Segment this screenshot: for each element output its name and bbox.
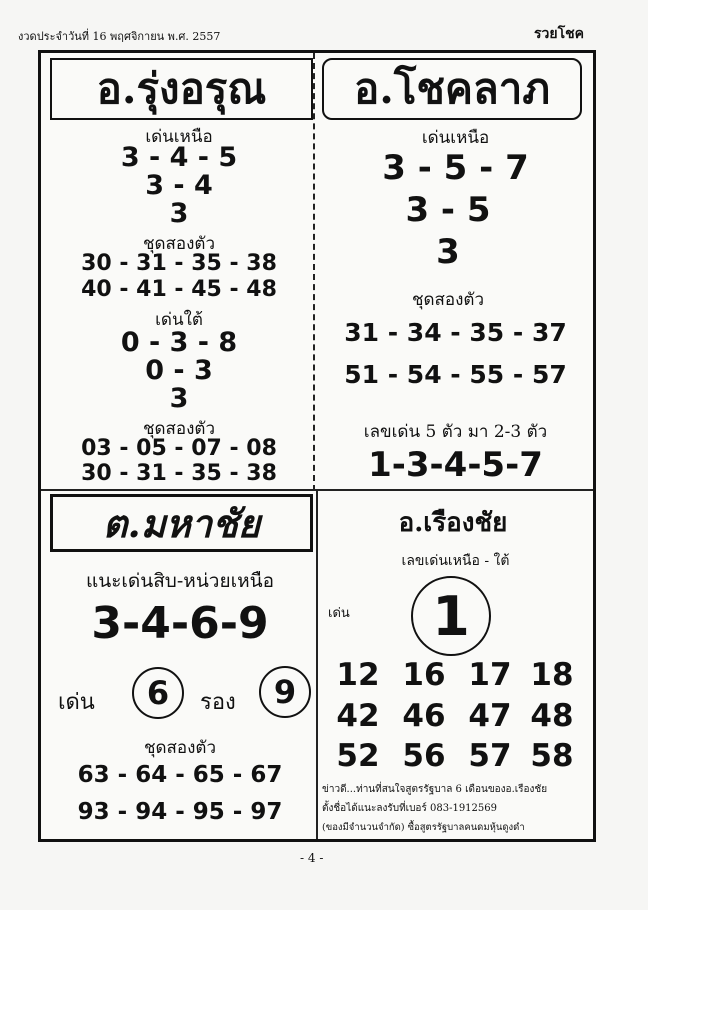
left-bottom-subtitle: แนะเด่นสิบ-หน่วยเหนือ bbox=[85, 570, 275, 592]
issue-date: งวดประจำวันที่ 16 พฤศจิกายน พ.ศ. 2557 bbox=[18, 30, 221, 43]
left-top-name: อ.รุ่งอรุณ bbox=[50, 58, 313, 120]
right-bottom-lead-label: เด่น bbox=[328, 606, 350, 621]
right-top-pairs-b: 51 - 54 - 55 - 57 bbox=[344, 360, 567, 389]
right-bottom-row3-3: 57 bbox=[468, 738, 512, 774]
right-bottom-row1-2: 16 bbox=[402, 657, 446, 693]
left-top-south-1: 3 bbox=[169, 383, 189, 414]
right-bottom-notice-2: ตั้งชื่อได้แนะลงรับที่เบอร์ 083-1912569 bbox=[322, 803, 497, 814]
right-bottom-row3-1: 52 bbox=[336, 738, 380, 774]
right-bottom-lead-circle: 1 bbox=[411, 576, 491, 656]
right-bottom-row2-3: 47 bbox=[468, 698, 512, 734]
right-bottom-row2-2: 46 bbox=[402, 698, 446, 734]
left-top-north-label: เด่นเหนือ bbox=[145, 127, 213, 147]
right-bottom-notice-3: (ของมีจำนวนจำกัด) ซื้อสูตรรัฐบาลคนดมหุ้นดูงดำ bbox=[322, 822, 525, 833]
left-bottom-pairs-label: ชุดสองตัว bbox=[143, 738, 217, 758]
right-top-pairs-a: 31 - 34 - 35 - 37 bbox=[344, 318, 567, 347]
left-top-south-2: 0 - 3 bbox=[145, 355, 213, 386]
left-top-south-label: เด่นใต้ bbox=[155, 310, 203, 330]
right-bottom-row1-3: 17 bbox=[468, 657, 512, 693]
column-divider-solid bbox=[316, 491, 318, 839]
left-bottom-second-circle: 9 bbox=[259, 666, 311, 718]
right-top-name: อ.โชคลาภ bbox=[322, 58, 582, 120]
right-bottom-row3-4: 58 bbox=[530, 738, 574, 774]
left-top-pairs-label-1: ชุดสองตัว bbox=[142, 234, 216, 254]
left-bottom-lead-label: เด่น bbox=[58, 690, 95, 715]
left-bottom-name: ต.มหาชัย bbox=[50, 494, 313, 552]
right-bottom-row2-4: 48 bbox=[530, 698, 574, 734]
right-bottom-name: อ.เรืองชัย bbox=[398, 507, 508, 538]
right-bottom-notice-1: ข่าวดี...ท่านที่สนใจสูตรรัฐบาล 6 เดือนของอ.เรืองชัย bbox=[322, 784, 548, 795]
right-bottom-row1-4: 18 bbox=[530, 657, 574, 693]
right-top-north-label: เด่นเหนือ bbox=[421, 128, 490, 148]
left-top-north-3: 3 - 4 - 5 bbox=[120, 142, 238, 173]
right-top-combo: 1-3-4-5-7 bbox=[368, 445, 543, 485]
right-top-combo-label: เลขเด่น 5 ตัว มา 2-3 ตัว bbox=[363, 422, 548, 442]
left-bottom-second-label: รอง bbox=[200, 690, 236, 715]
right-bottom-subtitle: เลขเด่นเหนือ - ใต้ bbox=[401, 553, 510, 569]
left-top-north-1: 3 bbox=[169, 198, 189, 229]
right-bottom-row3-2: 56 bbox=[402, 738, 446, 774]
left-top-pairs-label-2: ชุดสองตัว bbox=[142, 419, 216, 439]
brand-title: รวยโชค bbox=[534, 26, 584, 42]
right-bottom-row1-1: 12 bbox=[336, 657, 380, 693]
right-top-north-2: 3 - 5 bbox=[405, 190, 491, 230]
left-bottom-pairs-a: 63 - 64 - 65 - 67 bbox=[77, 762, 283, 788]
right-top-pairs-label: ชุดสองตัว bbox=[411, 290, 485, 310]
page-number: - 4 - bbox=[300, 851, 324, 865]
left-bottom-lead-circle: 6 bbox=[132, 667, 184, 719]
left-top-north-2: 3 - 4 bbox=[145, 170, 213, 201]
left-top-pairs-1b: 40 - 41 - 45 - 48 bbox=[81, 277, 277, 302]
left-top-pairs-1a: 30 - 31 - 35 - 38 bbox=[81, 251, 277, 276]
left-top-pairs-2a: 03 - 05 - 07 - 08 bbox=[81, 436, 277, 461]
right-top-north-3: 3 - 5 - 7 bbox=[382, 148, 529, 188]
row-divider bbox=[41, 489, 593, 491]
left-bottom-main: 3-4-6-9 bbox=[91, 598, 269, 649]
left-bottom-pairs-b: 93 - 94 - 95 - 97 bbox=[77, 799, 283, 825]
right-top-north-1: 3 bbox=[436, 232, 460, 272]
left-top-south-3: 0 - 3 - 8 bbox=[120, 327, 238, 358]
left-top-pairs-2b: 30 - 31 - 35 - 38 bbox=[81, 461, 277, 486]
right-bottom-row2-1: 42 bbox=[336, 698, 380, 734]
